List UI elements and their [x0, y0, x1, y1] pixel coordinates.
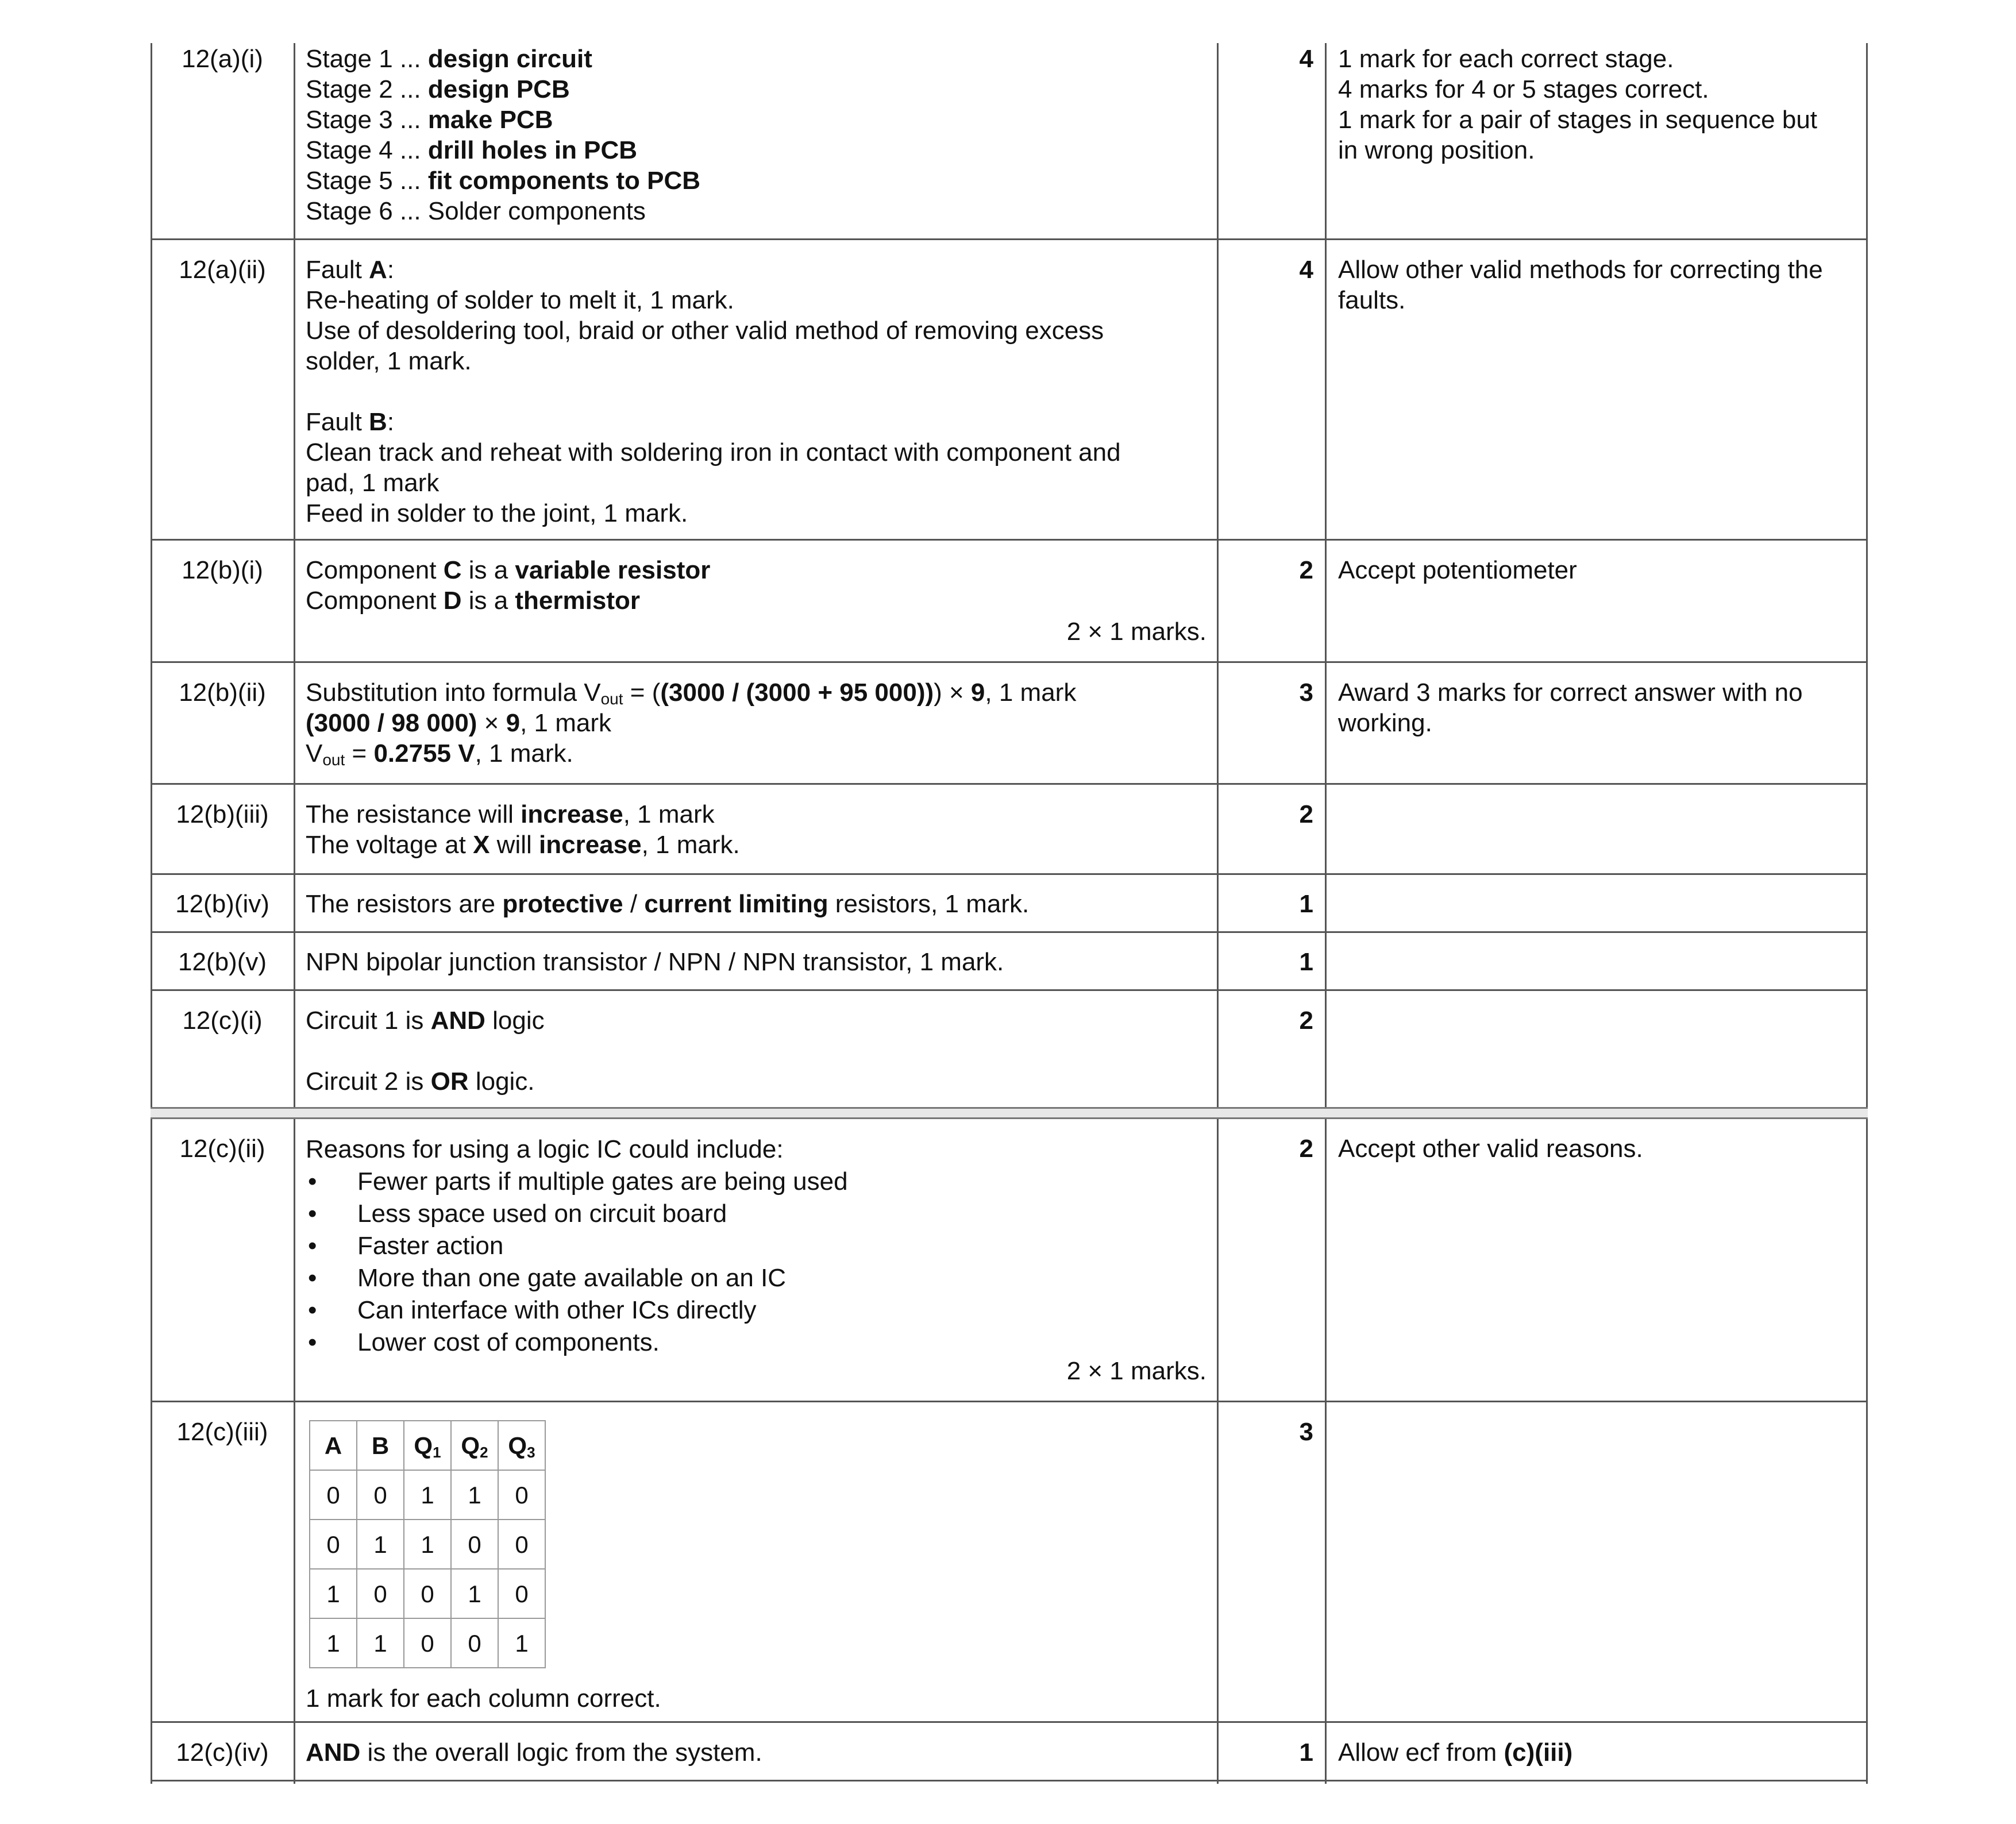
- question-number: 12(b)(iv): [175, 890, 269, 918]
- question-number: 12(a)(i): [182, 45, 263, 73]
- list-item: • Can interface with other ICs directly: [306, 1294, 1202, 1326]
- question-number: 12(c)(i): [182, 1007, 263, 1035]
- question-number: 12(c)(iv): [176, 1738, 269, 1767]
- row-divider: [151, 238, 1868, 240]
- marks-value: 2: [1299, 800, 1313, 828]
- table-row: 1 1 0 0 1: [310, 1618, 545, 1668]
- answer-cell: Reasons for using a logic IC could include: • Fewer parts if multiple gates are being used • Less space used on circuit board • Faster action • More than one gate available on an IC • Can interface with other ICs directly • Lower cost of components.: [306, 1133, 1202, 1359]
- table-row: 1 0 0 1 0: [310, 1569, 545, 1618]
- column-divider-marks: [1325, 43, 1327, 1784]
- answer-cell: Component C is a variable resistor Component D is a thermistor: [306, 556, 711, 615]
- marks-value: 2: [1299, 556, 1313, 584]
- stage-line: Stage 2 ... design PCB: [306, 75, 570, 103]
- question-number: 12(b)(i): [182, 556, 263, 584]
- answer-cell: The resistance will increase, 1 mark The voltage at X will increase, 1 mark.: [306, 800, 740, 859]
- row-divider: [151, 1401, 1868, 1402]
- table-bottom-border: [151, 1780, 1868, 1781]
- row-divider: [151, 783, 1868, 785]
- page-break-band: [151, 1109, 1868, 1117]
- stage-line: Stage 5 ... fit components to PCB: [306, 167, 701, 195]
- question-number: 12(c)(ii): [179, 1135, 265, 1163]
- row-divider: [151, 539, 1868, 541]
- marks-value: 1: [1299, 1738, 1313, 1767]
- answer-cell: NPN bipolar junction transistor / NPN / NPN transistor, 1 mark.: [306, 948, 1004, 976]
- list-item: • Lower cost of components.: [306, 1326, 1202, 1359]
- guidance-cell: Accept other valid reasons.: [1338, 1135, 1643, 1163]
- guidance-cell: Accept potentiometer: [1338, 556, 1577, 584]
- question-number: 12(b)(v): [178, 948, 267, 976]
- marks-value: 2: [1299, 1007, 1313, 1035]
- marks-value: 4: [1299, 256, 1313, 284]
- row-divider: [151, 989, 1868, 991]
- column-marks-note: 1 mark for each column correct.: [306, 1684, 661, 1713]
- question-number: 12(a)(ii): [179, 256, 266, 284]
- reasons-list: [306, 1166, 1202, 1359]
- list-item: • More than one gate available on an IC: [306, 1262, 1202, 1294]
- marks-value: 3: [1299, 678, 1313, 707]
- table-row: 0 1 1 0 0: [310, 1520, 545, 1569]
- question-number: 12(c)(iii): [176, 1418, 268, 1446]
- marks-note: 2 × 1 marks.: [1066, 1357, 1206, 1385]
- row-divider: [151, 873, 1868, 875]
- table-right-border: [1866, 43, 1868, 1784]
- marks-value: 2: [1299, 1135, 1313, 1163]
- answer-cell: Substitution into formula $V_{out} = ((3000 / (3000 + 95$ 000))) × 9, 1 mark (3000 / 98 000) × 9, 1 mark $V_{out} = 0.2755$ V, 1 mark.: [306, 678, 1077, 769]
- marks-value: 3: [1299, 1418, 1313, 1446]
- question-number: 12(b)(ii): [179, 678, 266, 707]
- guidance-cell: Allow ecf from (c)(iii): [1338, 1738, 1573, 1767]
- row-divider: [151, 1721, 1868, 1723]
- marks-value: 1: [1299, 890, 1313, 918]
- answer-cell: Fault A: Re-heating of solder to melt it, 1 mark. Use of desoldering tool, braid or other valid method of removing excess solder, 1 mark. Fault B: Clean track and reheat with soldering iron in contact with component and pad, 1 mark Feed in solder to the joint, 1 mark.: [306, 256, 1121, 527]
- page-break-divider: [151, 1117, 1868, 1119]
- stage-line: Stage 1 ... design circuit: [306, 45, 592, 73]
- answer-cell: [306, 44, 1202, 226]
- table-row: 0 0 1 1 0: [310, 1470, 545, 1520]
- stage-line: Stage 6 ... Solder components: [306, 197, 646, 225]
- answer-cell: Circuit 1 is AND logic Circuit 2 is OR logic.: [306, 1007, 545, 1096]
- guidance-cell: Award 3 marks for correct answer with no working.: [1338, 678, 1803, 737]
- table-header-row: A B $Q_1$ $Q_2$ $Q_3$: [310, 1421, 545, 1470]
- marks-note: 2 × 1 marks.: [1066, 618, 1206, 646]
- stage-line: Stage 3 ... make PCB: [306, 106, 553, 134]
- marks-value: 4: [1299, 45, 1313, 73]
- row-divider: [151, 931, 1868, 933]
- list-item: • Less space used on circuit board: [306, 1198, 1202, 1230]
- list-item: • Fewer parts if multiple gates are being used: [306, 1166, 1202, 1198]
- answer-cell: The resistors are protective / current limiting resistors, 1 mark.: [306, 890, 1030, 918]
- question-number: 12(b)(iii): [176, 800, 269, 828]
- guidance-cell: 1 mark for each correct stage. 4 marks for 4 or 5 stages correct. 1 mark for a pair of stages in sequence but in wrong position.: [1338, 45, 1818, 164]
- list-item: • Faster action: [306, 1230, 1202, 1262]
- stage-line: Stage 4 ... drill holes in PCB: [306, 136, 638, 164]
- marks-value: 1: [1299, 948, 1313, 976]
- answer-cell: AND is the overall logic from the system.: [306, 1738, 762, 1767]
- guidance-cell: Allow other valid methods for correcting the faults.: [1338, 256, 1823, 314]
- truth-table: [309, 1420, 546, 1668]
- row-divider: [151, 661, 1868, 663]
